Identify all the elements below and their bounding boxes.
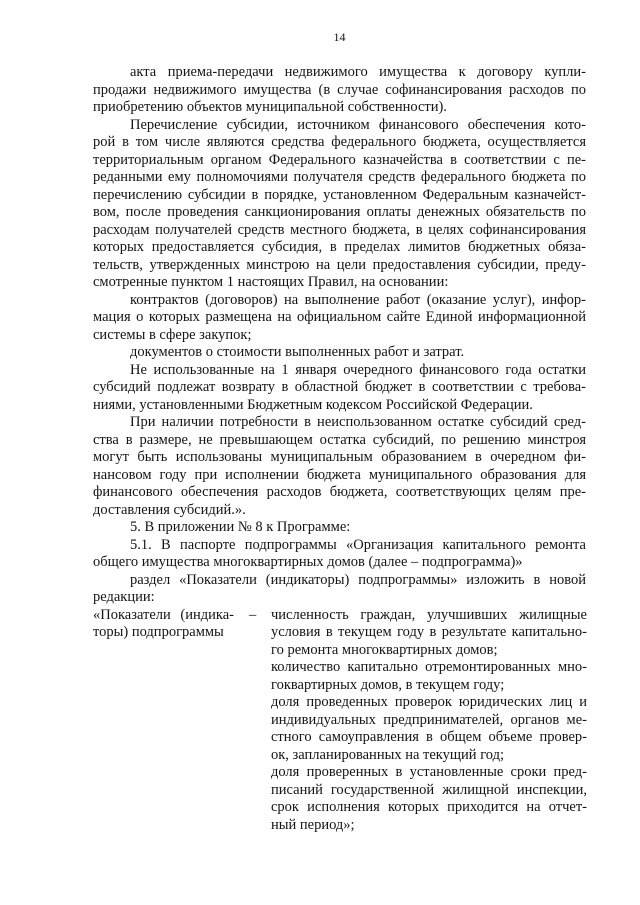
text-line: 5.1. В паспорте подпрограммы «Организация капитального ремонта xyxy=(130,536,586,553)
indicator-item xyxy=(271,764,587,834)
text-line: ок, запланированных на текущий год; xyxy=(271,746,505,763)
text-line: Не использованные на 1 января очередного финансового года остатки xyxy=(130,361,586,378)
text-line: акта приема-передачи недвижимого имущества к договору купли- xyxy=(130,64,586,80)
text-line: гоквартирных домов, в текущем году; xyxy=(271,676,505,693)
text-line: доля проверенных в установленные сроки пред- xyxy=(271,764,587,780)
text-line: срок исполнения которых приходится на отчет- xyxy=(271,799,587,815)
indicators-values xyxy=(271,607,587,835)
paragraph xyxy=(93,572,586,607)
text-line: индивидуальных предпринимателей, органов ме- xyxy=(271,711,587,728)
text-line: ства в размере, не превышающем остатка субсидий, по решению минстроя xyxy=(93,431,586,448)
text-line: финансового обеспечения расходов бюджета, соответствующих целям пре- xyxy=(93,484,586,500)
indicators-label xyxy=(93,607,234,642)
text-line: продажи недвижимого имущества (в случае софинансирования расходов по xyxy=(93,81,586,98)
text-line: рой в том числе являются средства федерального бюджета, осуществляется xyxy=(93,134,586,150)
indicators-separator xyxy=(249,607,263,625)
text-line: доля проведенных проверок юридических лиц и xyxy=(271,694,587,710)
text-line: тельств, утвержденных минстрою на цели предоставления субсидии, преду- xyxy=(93,256,586,273)
indicator-item xyxy=(271,607,587,660)
page-number: 14 xyxy=(333,30,346,44)
text-line: стного самоуправления в общем объеме провер- xyxy=(271,729,587,745)
paragraph xyxy=(93,519,586,537)
text-line: нансовом году при исполнении бюджета муниципального образования для xyxy=(93,466,586,483)
text-line: раздел «Показатели (индикаторы) подпрограммы» изложить в новой xyxy=(130,571,586,588)
text-line: редакции: xyxy=(93,589,155,605)
text-line: реданными ему полномочиями получателя средств федерального бюджета по xyxy=(93,169,586,185)
text-line: документов о стоимости выполненных работ и затрат. xyxy=(130,344,465,360)
paragraph xyxy=(93,117,586,292)
paragraph xyxy=(93,537,586,572)
text-line: количество капитально отремонтированных мно- xyxy=(271,659,587,675)
text-line: доставления субсидий.». xyxy=(93,501,246,518)
text-line: численность граждан, улучшивших жилищные xyxy=(271,606,587,623)
paragraph xyxy=(93,362,586,415)
text-line: перечислению субсидии в порядке, установленном Федеральным казначейст- xyxy=(93,186,586,203)
text-line: контрактов (договоров) на выполнение работ (оказание услуг), инфор- xyxy=(130,291,586,308)
text-line: смотренные пунктом 1 настоящих Правил, на основании: xyxy=(93,274,449,290)
text-line: субсидий подлежат возврату в областной бюджет в соответствии с требова- xyxy=(93,379,586,395)
paragraph xyxy=(93,64,586,117)
text-line: При наличии потребности в неиспользованном остатке субсидий сред- xyxy=(130,414,586,430)
indicator-item xyxy=(271,694,587,764)
text-line: которых предоставляется субсидия, в пределах лимитов бюджетных обяза- xyxy=(93,239,586,255)
text-line: общего имущества многоквартирных домов (далее – подпрограмма)» xyxy=(93,554,523,570)
text-line: мация о которых размещена на официальном сайте Единой информационной xyxy=(93,309,586,325)
paragraph xyxy=(93,414,586,519)
text-line: условия в текущем году в результате капитально- xyxy=(271,624,587,640)
text-line: торы) подпрограммы xyxy=(93,624,224,640)
indicator-item xyxy=(271,659,587,694)
text-line: могут быть использованы муниципальным образованием в очередном фи- xyxy=(93,449,586,465)
text-line: территориальным органом Федерального казначейства в соответствии с пе- xyxy=(93,151,586,168)
document-body xyxy=(93,64,586,607)
dash: – xyxy=(249,606,257,623)
text-line: вом, после проведения санкционирования оплаты денежных обязательств по xyxy=(93,204,586,220)
text-line: ный период»; xyxy=(271,816,355,833)
paragraph xyxy=(93,344,586,362)
text-line: Перечисление субсидии, источником финансового обеспечения кото- xyxy=(130,116,586,133)
text-line: писаний государственной жилищной инспекции, xyxy=(271,781,587,798)
text-line: «Показатели (индика- xyxy=(93,606,234,623)
text-line: системы в сфере закупок; xyxy=(93,326,252,343)
text-line: го ремонта многоквартирных домов; xyxy=(271,641,498,658)
text-line: расходам получателей средств местного бюджета, в целях софинансирования xyxy=(93,221,586,238)
paragraph xyxy=(93,292,586,345)
text-line: ниями, установленными Бюджетным кодексом Российской Федерации. xyxy=(93,396,533,413)
text-line: 5. В приложении № 8 к Программе: xyxy=(130,519,351,535)
text-line: приобретению объектов муниципальной собственности). xyxy=(93,99,447,115)
